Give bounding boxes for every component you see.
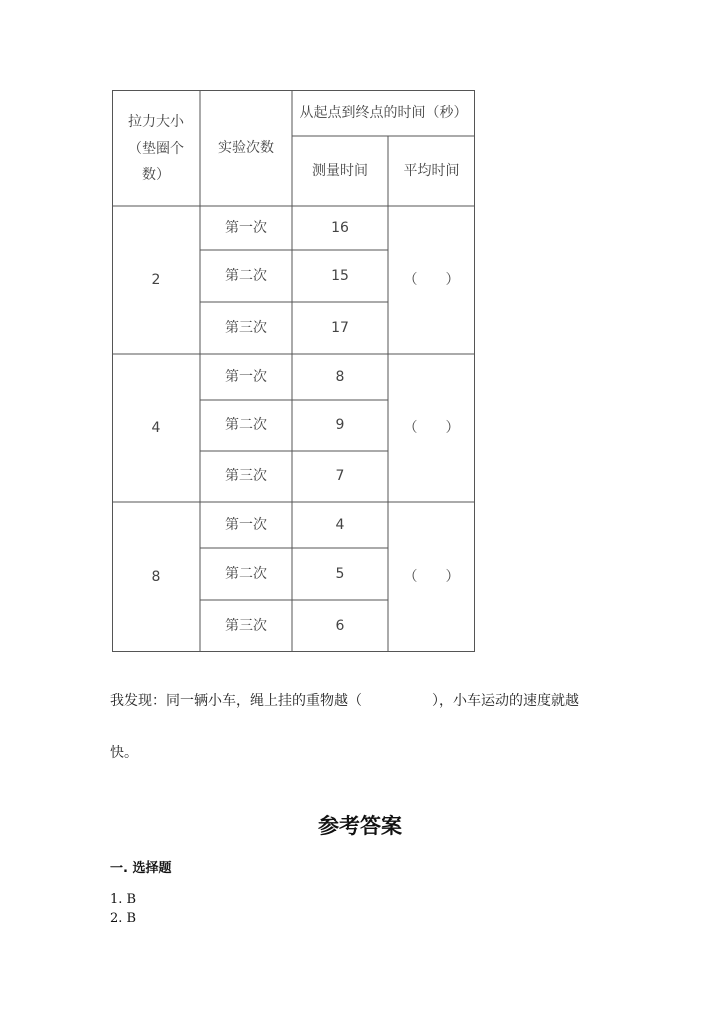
time-value: 4 — [335, 516, 345, 533]
header-measured: 测量时间 — [312, 162, 368, 179]
force-value: 4 — [151, 419, 161, 436]
average-blank: （ ） — [403, 271, 460, 288]
average-blank: （ ） — [403, 419, 460, 436]
trial-label: 第三次 — [225, 319, 267, 336]
answers-title: 参考答案 — [318, 813, 402, 838]
header-average: 平均时间 — [403, 162, 460, 179]
trial-label: 第一次 — [225, 516, 267, 533]
time-value: 15 — [331, 267, 349, 284]
time-value: 5 — [335, 565, 345, 582]
answer-item: 2. B — [110, 911, 137, 926]
finding-line-1: 我发现：同一辆小车，绳上挂的重物越（ ），小车运动的速度就越 — [110, 693, 579, 709]
trial-label: 第一次 — [225, 219, 267, 236]
header-trial: 实验次数 — [218, 139, 274, 156]
header-force: 拉力大小（垫圈个数） — [128, 114, 184, 184]
trial-label: 第一次 — [225, 368, 267, 385]
trial-label: 第二次 — [225, 267, 267, 284]
force-value: 8 — [151, 568, 161, 585]
time-value: 16 — [331, 219, 349, 236]
trial-label: 第二次 — [225, 417, 267, 434]
header-time-group: 从起点到终点的时间（秒） — [299, 104, 468, 121]
section-title: 一. 选择题 — [110, 861, 172, 876]
average-blank: （ ） — [403, 568, 460, 585]
trial-label: 第三次 — [225, 468, 267, 485]
trial-label: 第三次 — [225, 617, 267, 634]
answer-item: 1. B — [110, 892, 137, 907]
time-value: 7 — [335, 468, 345, 485]
trial-label: 第二次 — [225, 565, 267, 582]
finding-line-2: 快。 — [110, 745, 138, 761]
time-value: 6 — [335, 617, 345, 634]
time-value: 8 — [335, 368, 345, 385]
force-value: 2 — [151, 271, 161, 288]
experiment-table — [112, 90, 476, 652]
time-value: 17 — [331, 319, 349, 336]
time-value: 9 — [335, 417, 345, 434]
